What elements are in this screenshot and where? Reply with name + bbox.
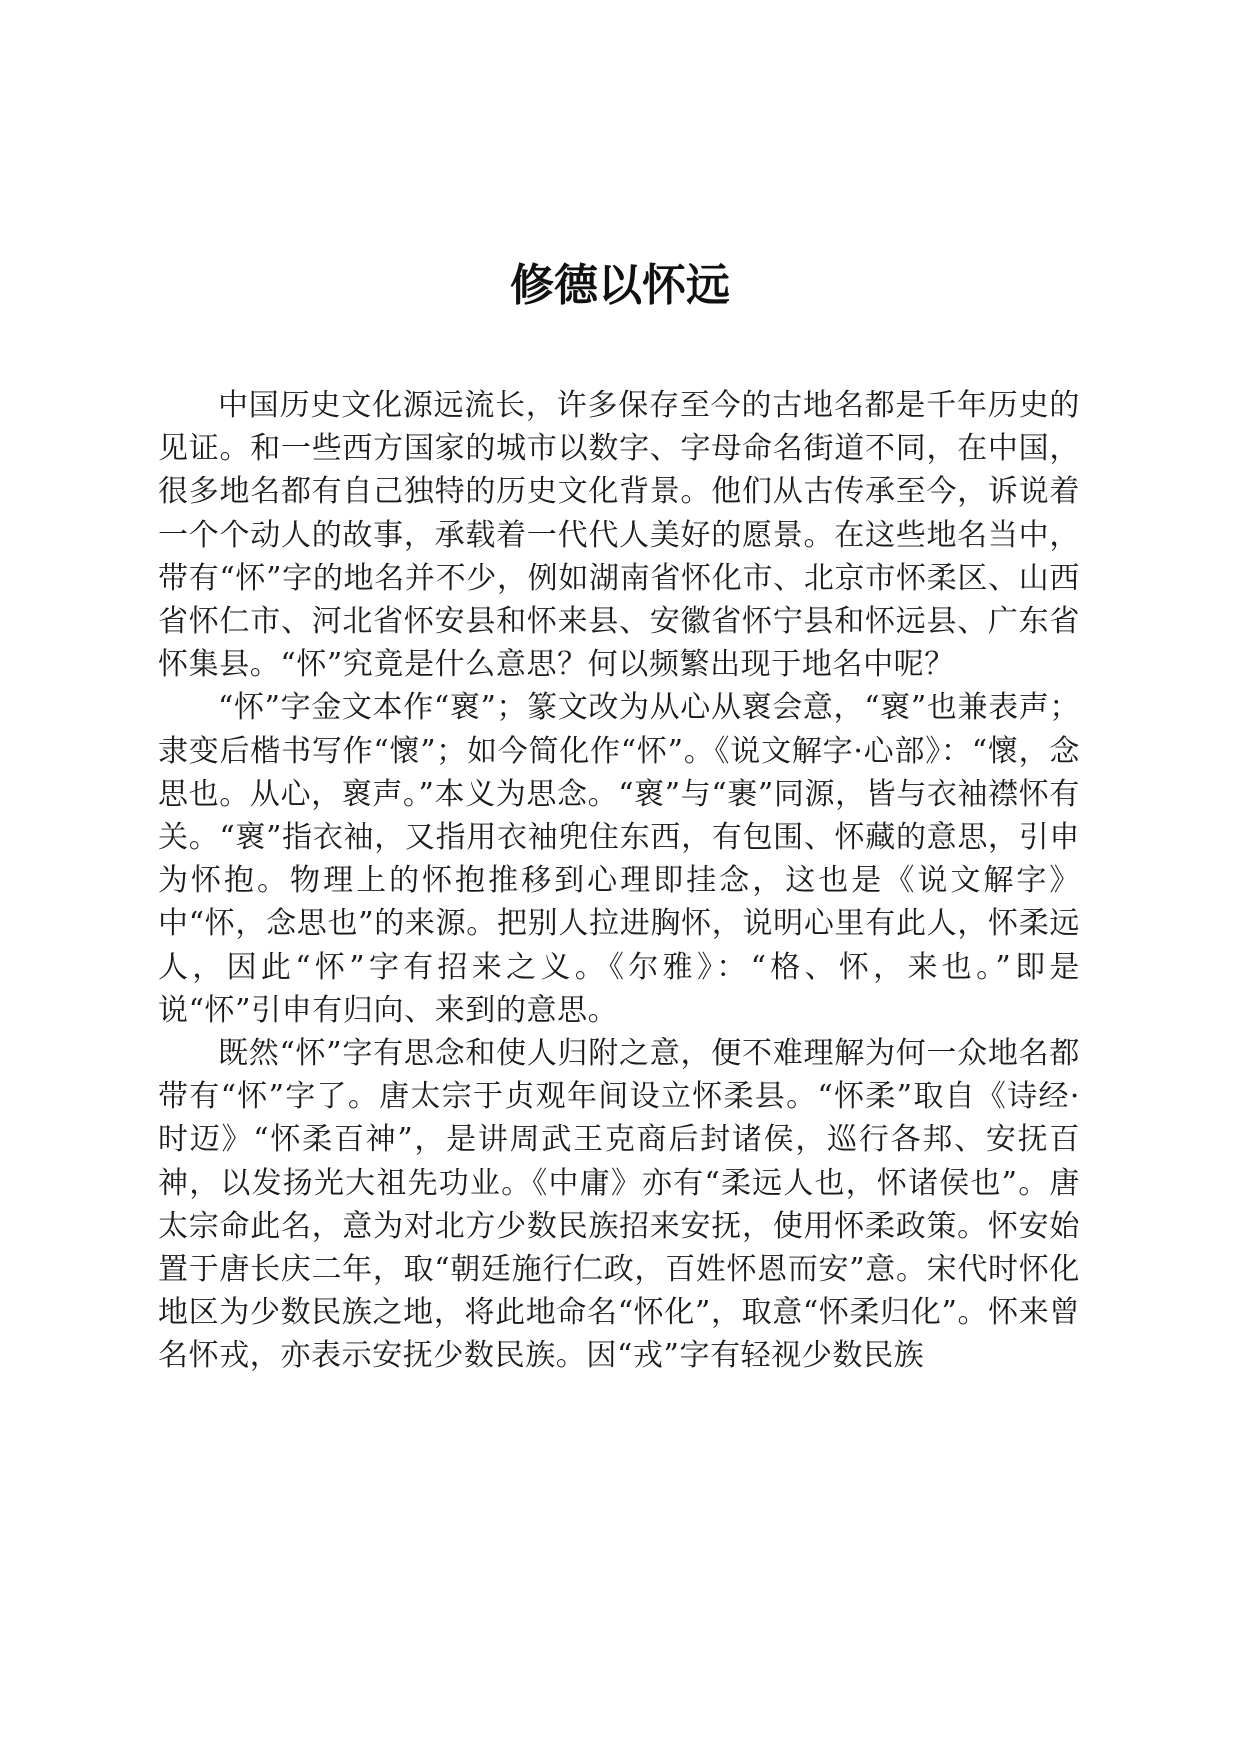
paragraph: 既然“怀”字有思念和使人归附之意，便不难理解为何一众地名都带有“怀”字了。唐太宗于贞观年间设立怀柔县。“怀柔”取自《诗经·时迈》“怀柔百神”，是讲周武王克商后封诸侯，巡行各邦、安抚百神，以发扬光大祖先功业。《中庸》亦有“柔远人也，怀诸侯也”。唐太宗命此名，意为对北方少数民族招来安抚，使用怀柔政策。怀安始置于唐长庆二年，取“朝廷施行仁政，百姓怀恩而安”意。宋代时怀化地区为少数民族之地，将此地命名“怀化”，取意“怀柔归化”。怀来曾名怀戎，亦表示安抚少数民族。因“戎”字有轻视少数民族 xyxy=(158,1036,1080,1374)
page-title: 修德以怀远 xyxy=(510,260,730,311)
paragraph: 中国历史文化源远流长，许多保存至今的古地名都是千年历史的见证。和一些西方国家的城市以数字、字母命名街道不同，在中国，很多地名都有自己独特的历史文化背景。他们从古传承至今，诉说着一个个动人的故事，承载着一代代人美好的愿景。在这些地名当中，带有“怀”字的地名并不少，例如湖南省怀化市、北京市怀柔区、山西省怀仁市、河北省怀安县和怀来县、安徽省怀宁县和怀远县、广东省怀集县。“怀”究竟是什么意思？何以频繁出现于地名中呢？ xyxy=(158,388,1080,683)
article-body xyxy=(158,384,1080,1378)
paragraph: “怀”字金文本作“褱”；篆文改为从心从褱会意，“褱”也兼表声；隶变后楷书写作“懷”；如今简化作“怀”。《说文解字·心部》：“懷，念思也。从心，褱声。”本义为思念。“褱”与“裹”同源，皆与衣袖襟怀有关。“褱”指衣袖，又指用衣袖兜住东西，有包围、怀藏的意思，引申为怀抱。物理上的怀抱推移到心理即挂念，这也是《说文解字》中“怀，念思也”的来源。把别人拉进胸怀，说明心里有此人，怀柔远人，因此“怀”字有招来之义。《尔雅》：“格、怀，来也。”即是说“怀”引申有归向、来到的意思。 xyxy=(158,690,1080,1028)
